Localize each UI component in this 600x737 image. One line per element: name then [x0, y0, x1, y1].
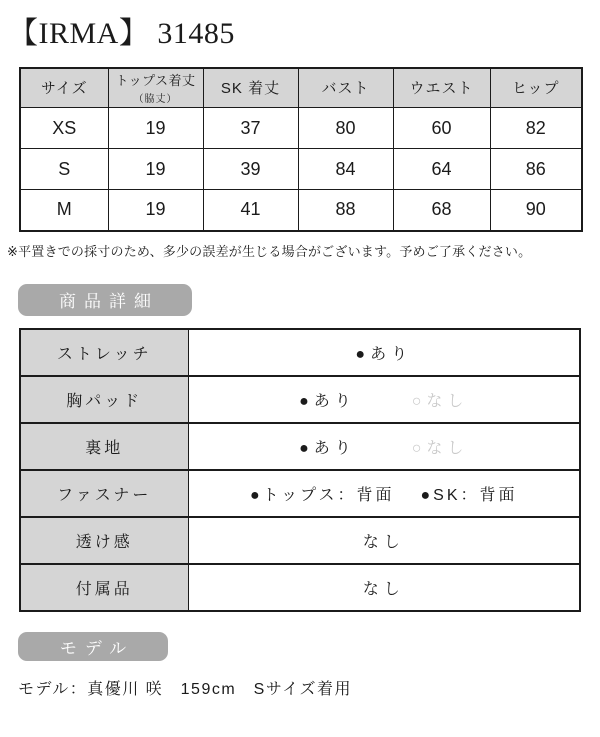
col-header-sk-length: SK 着丈: [203, 68, 298, 108]
col-header-tops-length-main: トップス着丈: [115, 73, 196, 89]
model-badge: [18, 632, 168, 661]
sk-length-cell: 39: [203, 149, 298, 190]
spec-label: 裏地: [20, 423, 188, 470]
spec-value: [188, 376, 580, 423]
size-cell: S: [20, 149, 108, 190]
option-value: なし: [362, 580, 405, 598]
spec-row-lining: [20, 423, 580, 470]
product-details-badge: [18, 284, 192, 316]
size-cell: XS: [20, 108, 108, 149]
size-row-xs: [20, 108, 582, 149]
option-selected: ●トップス：背面: [249, 486, 395, 504]
option-selected: ●SK：背面: [420, 486, 518, 504]
spec-value: [188, 329, 580, 376]
model-badge-label: モデル: [59, 638, 135, 658]
waist-cell: 64: [393, 149, 490, 190]
spec-label: 付属品: [20, 564, 188, 611]
product-title: 【IRMA】 31485: [8, 17, 235, 50]
size-chart-header-row: [20, 68, 582, 108]
spec-row-sheerness: [20, 517, 580, 564]
product-spec-table: [19, 328, 581, 612]
spec-label: 透け感: [20, 517, 188, 564]
spec-value: [188, 517, 580, 564]
option-value: なし: [362, 533, 405, 551]
spec-row-fastener: [20, 470, 580, 517]
spec-value: [188, 564, 580, 611]
size-cell: M: [20, 190, 108, 231]
sk-length-cell: 41: [203, 190, 298, 231]
tops-length-cell: 19: [108, 149, 203, 190]
option-unselected: ○なし: [411, 439, 469, 457]
col-header-tops-length: [108, 68, 203, 108]
spec-label: ファスナー: [20, 470, 188, 517]
sk-length-cell: 37: [203, 108, 298, 149]
product-details-badge-label: 商品詳細: [59, 292, 159, 311]
bust-cell: 88: [298, 190, 393, 231]
col-header-bust: バスト: [298, 68, 393, 108]
spec-row-chest-pad: [20, 376, 580, 423]
hip-cell: 86: [490, 149, 582, 190]
spec-label: 胸パッド: [20, 376, 188, 423]
col-header-tops-length-sub: （脇丈）: [133, 94, 178, 106]
option-selected: ●あり: [299, 439, 356, 457]
spec-label: ストレッチ: [20, 329, 188, 376]
hip-cell: 90: [490, 190, 582, 231]
bust-cell: 80: [298, 108, 393, 149]
col-header-size: サイズ: [20, 68, 108, 108]
model-info: モデル：真優川 咲 159cm Sサイズ着用: [18, 680, 353, 698]
spec-value: [188, 423, 580, 470]
spec-row-accessories: [20, 564, 580, 611]
option-unselected: ○なし: [411, 392, 469, 410]
size-row-m: [20, 190, 582, 231]
hip-cell: 82: [490, 108, 582, 149]
spec-row-stretch: [20, 329, 580, 376]
waist-cell: 60: [393, 108, 490, 149]
option-selected: ●あり: [355, 345, 413, 363]
waist-cell: 68: [393, 190, 490, 231]
col-header-waist: ウエスト: [393, 68, 490, 108]
bust-cell: 84: [298, 149, 393, 190]
tops-length-cell: 19: [108, 190, 203, 231]
tops-length-cell: 19: [108, 108, 203, 149]
measurement-disclaimer: ※平置きでの採寸のため、多少の誤差が生じる場合がございます。予めご了承ください。: [7, 243, 532, 259]
size-row-s: [20, 149, 582, 190]
col-header-hip: ヒップ: [490, 68, 582, 108]
size-chart-table: [19, 67, 583, 232]
option-selected: ●あり: [299, 392, 356, 410]
spec-value: [188, 470, 580, 517]
